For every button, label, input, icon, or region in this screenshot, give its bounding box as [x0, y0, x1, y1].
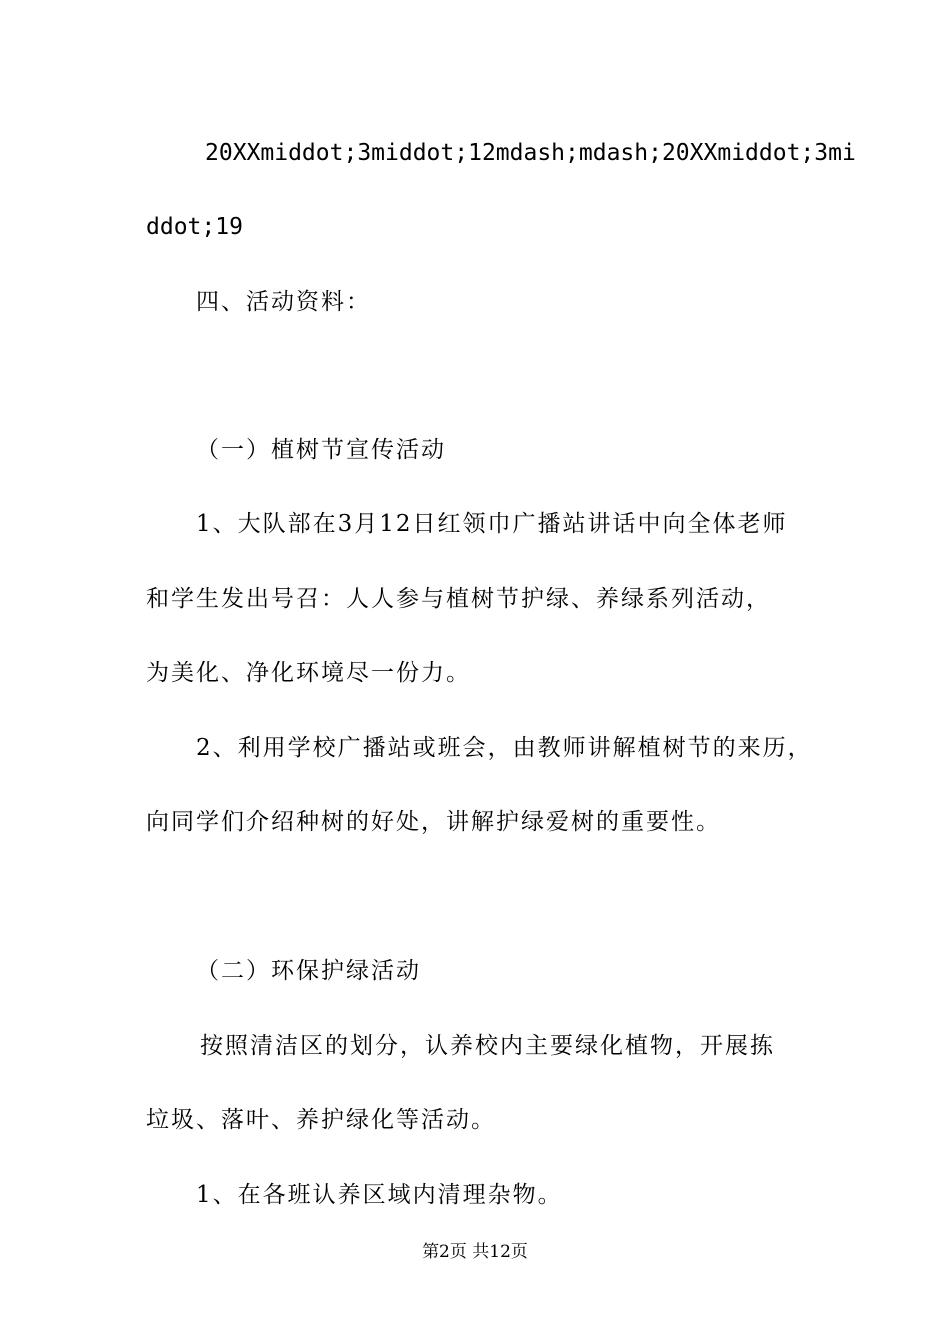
date-range-line-1: 20XXmiddot;3middot;12mdash;mdash;20XXmiddot;3mi	[205, 140, 856, 166]
subsection-heading-promotion: （一）植树节宣传活动	[196, 437, 446, 463]
paragraph-line: 按照清洁区的划分，认养校内主要绿化植物，开展拣	[200, 1033, 775, 1059]
date-range-line-2: ddot;19	[146, 214, 243, 240]
section-heading-activity-content: 四、活动资料：	[196, 289, 371, 315]
paragraph-line: 为美化、净化环境尽一份力。	[146, 660, 471, 686]
paragraph-line: 1、在各班认养区域内清理杂物。	[196, 1182, 563, 1208]
paragraph-line: 和学生发出号召：人人参与植树节护绿、养绿系列活动，	[146, 586, 771, 612]
paragraph-line: 垃圾、落叶、养护绿化等活动。	[146, 1107, 496, 1133]
paragraph-line: 2、利用学校广播站或班会，由教师讲解植树节的来历，	[196, 735, 813, 761]
page-footer: 第2页 共12页	[422, 1242, 528, 1262]
subsection-heading-green-protection: （二）环保护绿活动	[196, 958, 421, 984]
paragraph-line: 1、大队部在3月12日红领巾广播站讲话中向全体老师	[196, 511, 788, 537]
paragraph-line: 向同学们介绍种树的好处，讲解护绿爱树的重要性。	[146, 809, 721, 835]
